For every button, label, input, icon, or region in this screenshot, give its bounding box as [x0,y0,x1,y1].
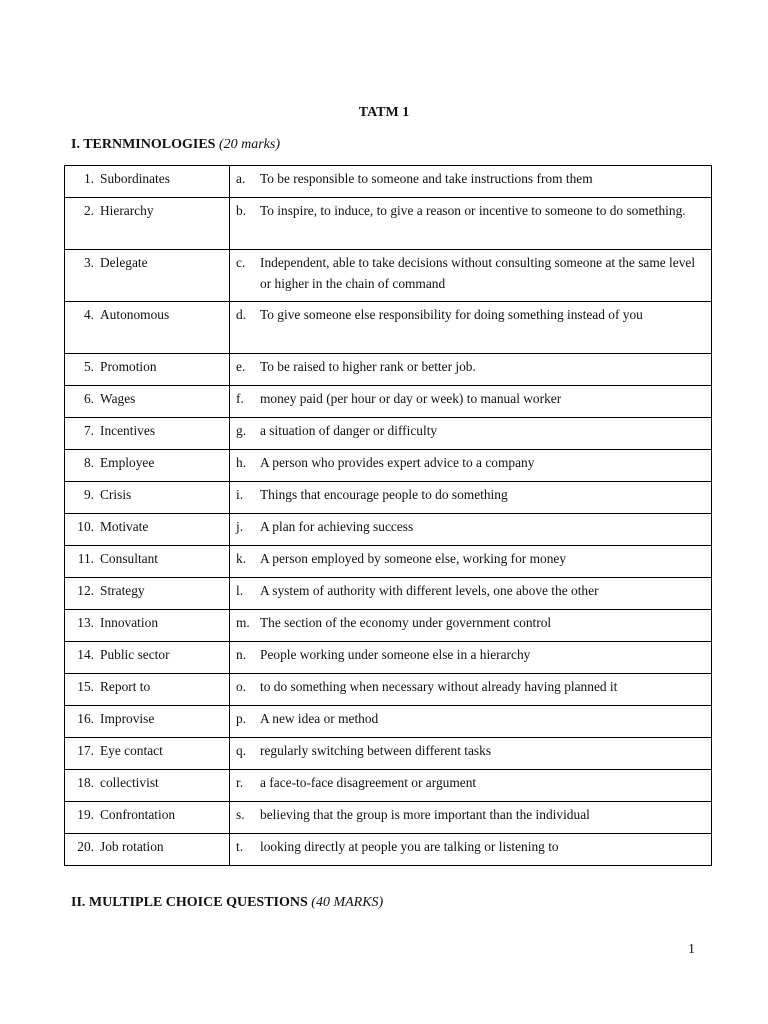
term-cell [65,482,230,514]
term-number: 15. [77,679,94,694]
definition-cell [230,166,712,198]
term-cell [65,250,230,302]
table-row [65,546,712,578]
definition-text: A person employed by someone else, working for money [260,551,567,566]
definition-letter: i. [236,487,244,502]
term-text: Delegate [100,255,148,270]
terminology-table [64,165,712,866]
term-text: Strategy [100,583,145,598]
definition-item [236,200,705,221]
term-text: Employee [100,455,155,470]
term-text: Improvise [100,711,155,726]
definition-cell [230,738,712,770]
definition-item [236,516,705,537]
definition-item [236,452,705,473]
definition-item [236,484,705,505]
definition-letter: q. [236,743,247,758]
definition-letter: l. [236,583,244,598]
term-number: 1. [83,171,94,186]
term-number: 18. [77,775,94,790]
term-cell [65,386,230,418]
table-row [65,354,712,386]
definition-item [236,304,705,325]
table-row [65,418,712,450]
definition-cell [230,578,712,610]
term-text: Crisis [100,487,132,502]
term-text: Wages [100,391,136,406]
table-row [65,514,712,546]
term-cell [65,418,230,450]
definition-item [236,388,705,409]
term-number: 10. [77,519,94,534]
definition-cell [230,250,712,302]
term-cell [65,642,230,674]
term-text: Incentives [100,423,156,438]
definition-text: to do something when necessary without already having planned it [260,679,618,694]
term-text: collectivist [100,775,159,790]
term-cell [65,770,230,802]
section-heading-multiple-choice [71,895,383,911]
definition-item [236,772,705,793]
definition-cell [230,450,712,482]
table-row [65,674,712,706]
definition-item [236,740,705,761]
term-number: 5. [83,359,94,374]
section-marks: (20 marks) [218,137,280,152]
table-row [65,706,712,738]
term-text: Autonomous [100,307,170,322]
table-row [65,302,712,354]
definition-cell [230,642,712,674]
term-cell [65,546,230,578]
term-number: 16. [77,711,94,726]
table-row [65,250,712,302]
definition-text: believing that the group is more important than the individual [260,807,590,822]
definition-text: looking directly at people you are talking or listening to [260,839,559,854]
term-cell [65,802,230,834]
definition-letter: c. [236,255,246,270]
table-row [65,482,712,514]
definition-cell [230,770,712,802]
definition-cell [230,514,712,546]
term-cell [65,354,230,386]
definition-letter: f. [236,391,244,406]
term-text: Consultant [100,551,159,566]
term-number: 3. [83,255,94,270]
definition-item [236,708,705,729]
definition-item [236,548,705,569]
definition-cell [230,418,712,450]
term-number: 6. [83,391,94,406]
table-row [65,166,712,198]
definition-item [236,676,705,697]
term-number: 17. [77,743,94,758]
definition-item [236,420,705,441]
definition-letter: h. [236,455,247,470]
term-text: Report to [100,679,151,694]
definition-text: The section of the economy under government control [260,615,552,630]
section-title: II. MULTIPLE CHOICE QUESTIONS [71,895,308,910]
definition-cell [230,386,712,418]
definition-cell [230,482,712,514]
page-number: 1 [688,942,695,957]
definition-text: a situation of danger or difficulty [260,423,438,438]
definition-letter: j. [236,519,244,534]
section-title: I. TERNMINOLOGIES [71,137,216,152]
definition-text: Independent, able to take decisions without consulting someone at the same level or higher in the chain of command [260,255,696,291]
definition-text: To give someone else responsibility for doing something instead of you [260,307,643,322]
term-text: Motivate [100,519,149,534]
definition-cell [230,674,712,706]
term-cell [65,706,230,738]
definition-text: A person who provides expert advice to a company [260,455,535,470]
term-text: Subordinates [100,171,170,186]
term-number: 9. [83,487,94,502]
term-number: 2. [83,203,94,218]
definition-letter: n. [236,647,247,662]
definition-text: A system of authority with different levels, one above the other [260,583,599,598]
definition-letter: b. [236,203,247,218]
table-row [65,642,712,674]
table-row [65,386,712,418]
term-number: 13. [77,615,94,630]
definition-letter: d. [236,307,247,322]
definition-cell [230,834,712,866]
definition-item [236,168,705,189]
definition-text: A plan for achieving success [260,519,414,534]
table-row [65,770,712,802]
term-number: 4. [83,307,94,322]
document-title: TATM 1 [358,105,410,120]
term-cell [65,302,230,354]
definition-cell [230,302,712,354]
definition-letter: k. [236,551,247,566]
definition-letter: s. [236,807,245,822]
term-number: 8. [83,455,94,470]
term-cell [65,674,230,706]
definition-text: To be raised to higher rank or better job. [260,359,476,374]
definition-letter: m. [236,615,250,630]
term-cell [65,450,230,482]
term-text: Job rotation [100,839,164,854]
definition-cell [230,706,712,738]
table-row [65,834,712,866]
definition-cell [230,610,712,642]
term-text: Hierarchy [100,203,154,218]
definition-text: A new idea or method [260,711,379,726]
term-cell [65,514,230,546]
term-number: 14. [77,647,94,662]
definition-item [236,836,705,857]
term-cell [65,738,230,770]
term-cell [65,578,230,610]
definition-letter: t. [236,839,244,854]
section-marks: (40 MARKS) [311,895,384,910]
term-cell [65,834,230,866]
definition-letter: o. [236,679,247,694]
definition-item [236,804,705,825]
table-row [65,610,712,642]
definition-item [236,580,705,601]
definition-letter: g. [236,423,247,438]
definition-cell [230,198,712,250]
definition-text: To be responsible to someone and take instructions from them [260,171,593,186]
definition-letter: r. [236,775,244,790]
table-row [65,578,712,610]
term-number: 11. [77,551,94,566]
definition-letter: p. [236,711,247,726]
term-cell [65,610,230,642]
definition-cell [230,354,712,386]
term-text: Promotion [100,359,157,374]
definition-text: money paid (per hour or day or week) to manual worker [260,391,562,406]
definition-item [236,252,705,294]
table-row [65,738,712,770]
section-heading-terminologies [71,137,280,153]
definition-letter: e. [236,359,246,374]
definition-text: Things that encourage people to do something [260,487,508,502]
definition-item [236,644,705,665]
table-row [65,802,712,834]
term-number: 12. [77,583,94,598]
definition-text: a face-to-face disagreement or argument [260,775,477,790]
definition-text: To inspire, to induce, to give a reason or incentive to someone to do something. [260,203,686,218]
term-text: Eye contact [100,743,163,758]
definition-text: regularly switching between different tasks [260,743,492,758]
definition-cell [230,802,712,834]
definition-item [236,612,705,633]
term-number: 7. [83,423,94,438]
term-number: 20. [77,839,94,854]
definition-text: People working under someone else in a hierarchy [260,647,531,662]
term-text: Innovation [100,615,159,630]
term-text: Public sector [100,647,170,662]
definition-letter: a. [236,171,246,186]
term-number: 19. [77,807,94,822]
definition-item [236,356,705,377]
definition-cell [230,546,712,578]
table-row [65,450,712,482]
term-cell [65,198,230,250]
term-text: Confrontation [100,807,176,822]
term-cell [65,166,230,198]
table-row [65,198,712,250]
